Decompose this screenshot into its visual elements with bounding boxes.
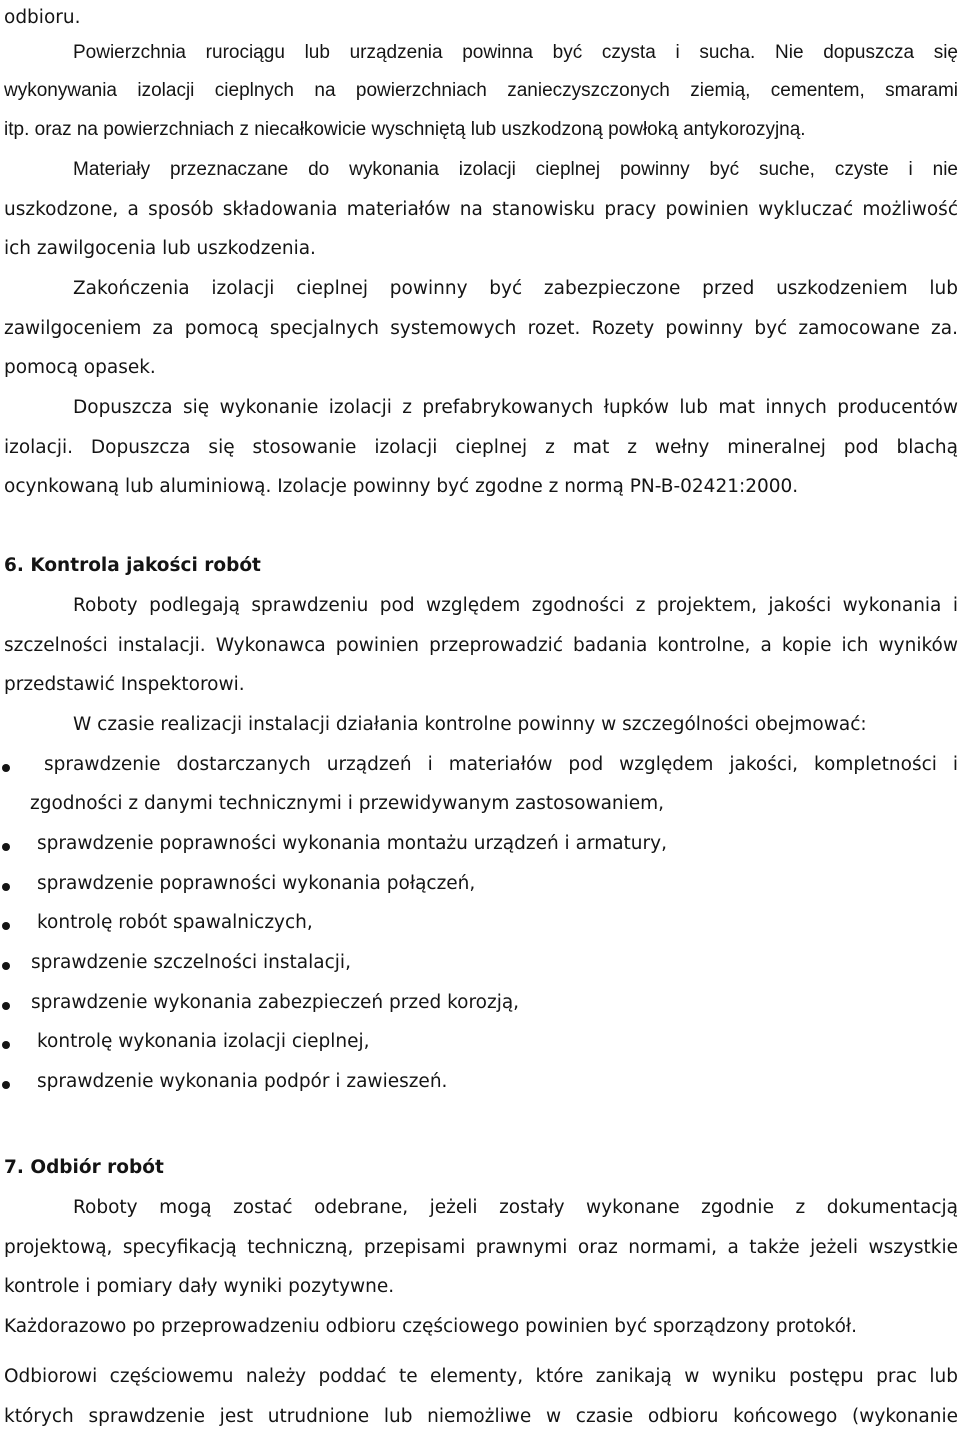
list-item: sprawdzenie poprawności wykonania połączeń, (37, 873, 476, 894)
bullet-icon (2, 1041, 10, 1049)
bullet-icon (2, 962, 10, 970)
bullet-icon (2, 1081, 10, 1089)
text-line: wykonywania izolacji cieplnych na powierzchniach zanieczyszczonych ziemią, cementem, smarami (4, 80, 958, 101)
text-line: uszkodzone, a sposób składowania materiałów na stanowisku pracy powinien wykluczać możliwość (4, 199, 958, 220)
text-line: projektową, specyfikacją techniczną, przepisami prawnymi oraz normami, a także jeżeli wszystkie (4, 1237, 958, 1258)
list-item: kontrolę robót spawalniczych, (37, 912, 313, 933)
list-item: sprawdzenie szczelności instalacji, (31, 952, 351, 973)
bullet-icon (2, 843, 10, 851)
text-line: ich zawilgocenia lub uszkodzenia. (4, 238, 316, 259)
text-line: W czasie realizacji instalacji działania kontrolne powinny w szczególności obejmować: (73, 714, 867, 735)
text-line: Roboty podlegają sprawdzeniu pod względem zgodności z projektem, jakości wykonania i (73, 595, 958, 616)
bullet-icon (2, 883, 10, 891)
list-item: sprawdzenie poprawności wykonania montażu urządzeń i armatury, (37, 833, 667, 854)
section-heading-6: 6. Kontrola jakości robót (4, 555, 261, 576)
text-line: Zakończenia izolacji cieplnej powinny być zabezpieczone przed uszkodzeniem lub (73, 278, 958, 299)
text-line: Odbiorowi częściowemu należy poddać te elementy, które zanikają w wyniku postępu prac lub (4, 1366, 958, 1387)
text-line: odbioru. (4, 7, 81, 28)
text-line: pomocą opasek. (4, 357, 156, 378)
list-item: sprawdzenie wykonania zabezpieczeń przed korozją, (31, 992, 520, 1013)
text-line: których sprawdzenie jest utrudnione lub niemożliwe w czasie odbioru końcowego (wykonanie (4, 1406, 958, 1427)
text-line: itp. oraz na powierzchniach z niecałkowicie wyschniętą lub uszkodzoną powłoką antykorozyjną. (4, 119, 806, 140)
text-line: szczelności instalacji. Wykonawca powinien przeprowadzić badania kontrolne, a kopie ich wyników (4, 635, 958, 656)
text-line: Roboty mogą zostać odebrane, jeżeli zostały wykonane zgodnie z dokumentacją (73, 1197, 958, 1218)
text-line: kontrole i pomiary dały wyniki pozytywne. (4, 1276, 395, 1297)
section-heading-7: 7. Odbiór robót (4, 1157, 164, 1178)
list-item: sprawdzenie wykonania podpór i zawieszeń. (37, 1071, 448, 1092)
bullet-icon (2, 1002, 10, 1010)
text-line: Dopuszcza się wykonanie izolacji z prefabrykowanych łupków lub mat innych producentów (73, 397, 958, 418)
bullet-icon (2, 764, 10, 772)
text-line: zawilgoceniem za pomocą specjalnych systemowych rozet. Rozety powinny być zamocowane za. (4, 318, 958, 339)
list-item: kontrolę wykonania izolacji cieplnej, (37, 1031, 370, 1052)
text-line: Powierzchnia rurociągu lub urządzenia powinna być czysta i sucha. Nie dopuszcza się (73, 42, 958, 63)
list-item-continuation: zgodności z danymi technicznymi i przewidywanym zastosowaniem, (30, 793, 665, 814)
text-line: izolacji. Dopuszcza się stosowanie izolacji cieplnej z mat z wełny mineralnej pod blachą (4, 437, 958, 458)
text-line: Materiały przeznaczane do wykonania izolacji cieplnej powinny być suche, czyste i nie (73, 159, 958, 180)
bullet-icon (2, 922, 10, 930)
text-line: przedstawić Inspektorowi. (4, 674, 245, 695)
text-line: Każdorazowo po przeprowadzeniu odbioru częściowego powinien być sporządzony protokół. (4, 1316, 858, 1337)
list-item: sprawdzenie dostarczanych urządzeń i materiałów pod względem jakości, kompletności i (44, 754, 958, 775)
text-line: ocynkowaną lub aluminiową. Izolacje powinny być zgodne z normą PN-B-02421:2000. (4, 476, 799, 497)
